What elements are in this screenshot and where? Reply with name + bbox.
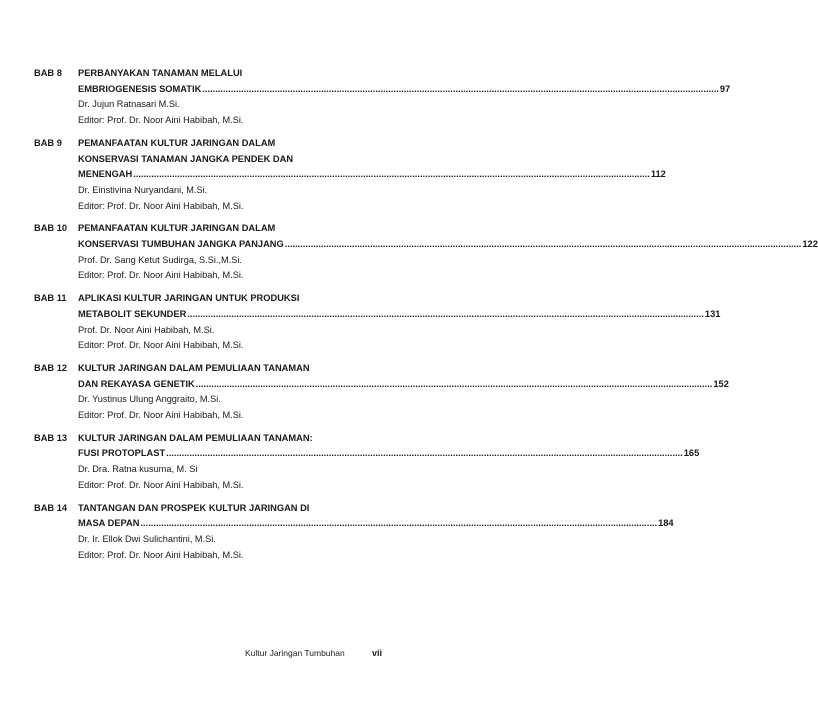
- toc-entry[interactable]: [34, 431, 700, 494]
- chapter-editor: Editor: Prof. Dr. Noor Aini Habibah, M.Si.: [78, 200, 244, 211]
- page-number[interactable]: 97: [719, 83, 731, 94]
- chapter-author: Prof. Dr. Noor Aini Habibah, M.Si.: [78, 324, 215, 335]
- chapter-editor: Editor: Prof. Dr. Noor Aini Habibah, M.Si.: [78, 410, 244, 421]
- chapter-editor: Editor: Prof. Dr. Noor Aini Habibah, M.Si.: [78, 340, 244, 351]
- chapter-title-line: METABOLIT SEKUNDER: [78, 308, 187, 319]
- chapter-number: BAB 14: [34, 502, 68, 513]
- chapter-editor: Editor: Prof. Dr. Noor Aini Habibah, M.Si.: [78, 115, 244, 126]
- chapter-number: BAB 10: [34, 223, 68, 234]
- toc-entry[interactable]: [34, 66, 731, 129]
- chapter-title-line: PEMANFAATAN KULTUR JARINGAN DALAM: [78, 223, 276, 234]
- page-number[interactable]: 122: [802, 239, 818, 250]
- chapter-title-last-line: [78, 237, 818, 253]
- chapter-title-line: KULTUR JARINGAN DALAM PEMULIAAN TANAMAN:: [78, 432, 313, 443]
- chapter-number: BAB 11: [34, 293, 67, 304]
- chapter-number: BAB 9: [34, 137, 62, 148]
- chapter-title-line: PEMANFAATAN KULTUR JARINGAN DALAM: [78, 137, 276, 148]
- chapter-title-last-line: [78, 307, 721, 323]
- chapter-title-line: MASA DEPAN: [78, 518, 140, 529]
- toc-entry[interactable]: [34, 136, 666, 215]
- chapter-title-last-line: [78, 516, 674, 532]
- chapter-title-last-line: [78, 167, 666, 183]
- toc-entry-body: [78, 136, 666, 215]
- toc-entry[interactable]: [34, 501, 674, 564]
- toc-entry-body: [78, 431, 700, 494]
- footer-book-title: Kultur Jaringan Tumbuhan: [245, 648, 345, 658]
- dot-leader: ........................................................................................................................................................................................................: [202, 83, 719, 94]
- chapter-title-last-line: [78, 82, 731, 98]
- chapter-number: BAB 13: [34, 432, 68, 443]
- chapter-number: BAB 12: [34, 362, 68, 373]
- chapter-author: Dr. Jujun Ratnasari M.Si.: [78, 99, 180, 110]
- chapter-title-line: KONSERVASI TANAMAN JANGKA PENDEK DAN: [78, 153, 294, 164]
- chapter-author: Dr. Yustinus Ulung Anggraito, M.Si.: [78, 394, 221, 405]
- page-number[interactable]: 112: [650, 169, 666, 180]
- chapter-author: Prof. Dr. Sang Ketut Sudirga, S.Si.,M.Si.: [78, 254, 242, 265]
- toc-entry-body: [78, 66, 731, 129]
- page-number[interactable]: 184: [658, 518, 674, 529]
- chapter-title-line: FUSI PROTOPLAST: [78, 448, 166, 459]
- chapter-editor: Editor: Prof. Dr. Noor Aini Habibah, M.Si.: [78, 270, 244, 281]
- toc-entry[interactable]: [34, 221, 818, 284]
- dot-leader: ........................................................................................................................................................................................................: [187, 308, 704, 319]
- chapter-editor: Editor: Prof. Dr. Noor Aini Habibah, M.Si.: [78, 549, 244, 560]
- chapter-title-last-line: [78, 377, 729, 393]
- toc-entry-body: [78, 291, 721, 354]
- page-number[interactable]: 152: [713, 378, 729, 389]
- chapter-title-line: MENENGAH: [78, 169, 133, 180]
- chapter-title-line: KULTUR JARINGAN DALAM PEMULIAAN TANAMAN: [78, 362, 310, 373]
- table-of-contents: [34, 66, 818, 570]
- page-number[interactable]: 131: [704, 308, 721, 319]
- chapter-editor: Editor: Prof. Dr. Noor Aini Habibah, M.Si.: [78, 479, 244, 490]
- dot-leader: ........................................................................................................................................................................................................: [166, 448, 683, 459]
- footer-page-number: vii: [372, 648, 383, 658]
- toc-entry-body: [78, 221, 818, 284]
- dot-leader: ........................................................................................................................................................................................................: [140, 518, 658, 529]
- toc-entry-body: [78, 361, 729, 424]
- dot-leader: ........................................................................................................................................................................................................: [133, 169, 650, 180]
- chapter-title-line: EMBRIOGENESIS SOMATIK: [78, 83, 202, 94]
- chapter-title-line: PERBANYAKAN TANAMAN MELALUI: [78, 68, 243, 78]
- chapter-title-line: TANTANGAN DAN PROSPEK KULTUR JARINGAN DI: [78, 502, 310, 513]
- toc-entry[interactable]: [34, 291, 721, 354]
- chapter-number: BAB 8: [34, 68, 62, 78]
- dot-leader: ........................................................................................................................................................................................................: [195, 378, 713, 389]
- chapter-title-line: APLIKASI KULTUR JARINGAN UNTUK PRODUKSI: [78, 293, 300, 304]
- toc-entry[interactable]: [34, 361, 729, 424]
- toc-entry-body: [78, 501, 674, 564]
- page-number[interactable]: 165: [683, 448, 700, 459]
- chapter-author: Dr. Einstivina Nuryandani, M.Si.: [78, 184, 208, 195]
- chapter-title-line: DAN REKAYASA GENETIK: [78, 378, 195, 389]
- chapter-title-last-line: [78, 446, 700, 462]
- chapter-author: Dr. Dra. Ratna kusuma, M. Si: [78, 464, 198, 475]
- chapter-author: Dr. Ir. Ellok Dwi Sulichantini, M.Si.: [78, 533, 216, 544]
- dot-leader: ........................................................................................................................................................................................................: [284, 239, 802, 250]
- chapter-title-line: KONSERVASI TUMBUHAN JANGKA PANJANG: [78, 239, 284, 250]
